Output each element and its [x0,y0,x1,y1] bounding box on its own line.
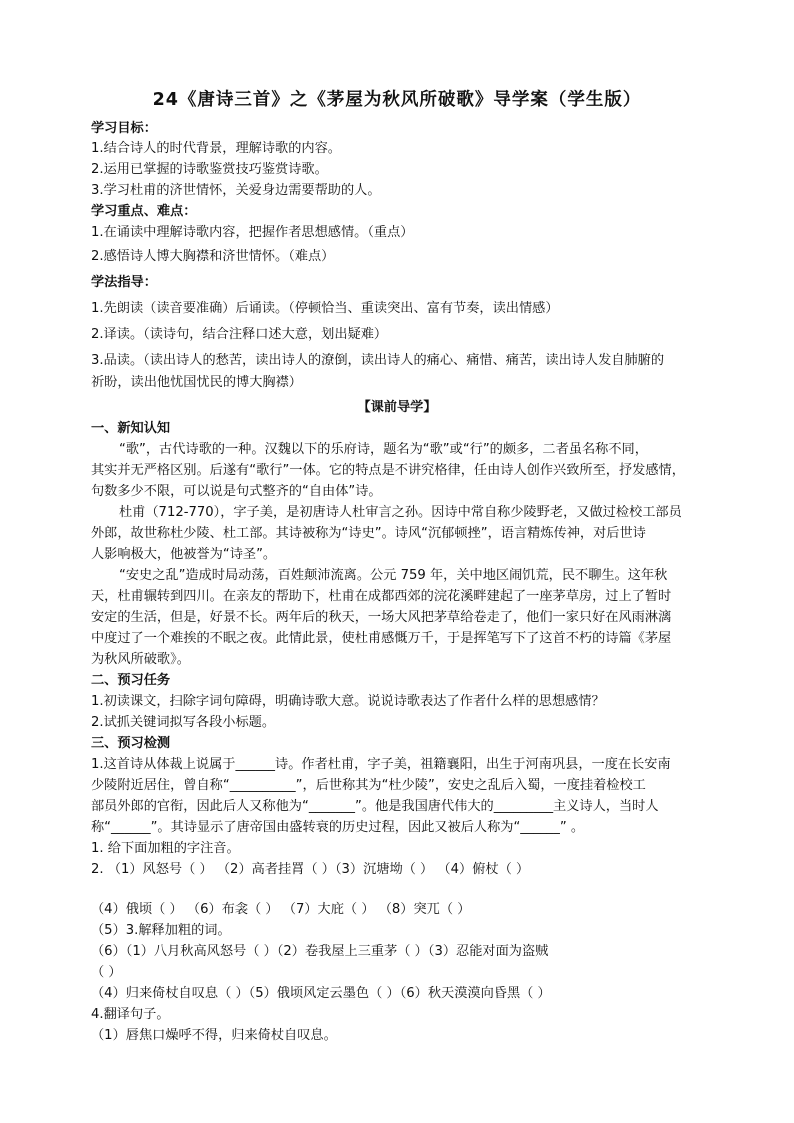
section3-line: 少陵附近居住，曾自称“__________”，后世称其为“杜少陵”，安史之乱后入蜀，一度挂着检校工 [91,778,646,793]
goal-item: 2.运用已掌握的诗歌鉴赏技巧鉴赏诗歌。 [91,162,328,177]
section1-line: 天，杜甫辗转到四川。在亲友的帮助下，杜甫在成都西郊的浣花溪畔建起了一座茅草房，过上了暂时 [91,589,672,604]
section2-heading: 二、预习任务 [91,673,171,688]
section1-line: 其实并无严格区别。后遂有“歌行”一体。它的特点是不讲究格律，任由诗人创作兴致所至，抒发感情， [91,463,685,478]
section2-item: 2.试抓关键词拟写各段小标题。 [91,715,276,730]
method-item: 3.品读。（读出诗人的愁苦，读出诗人的潦倒，读出诗人的痛心、痛惜、痛苦，读出诗人发自肺腑的 [91,353,665,368]
section3-line: （4）俄顷（ ） （6）布衾（ ） （7）大庇（ ） （8）突兀（ ） [91,902,471,917]
section1-line: 为秋风所破歌》。 [91,652,190,667]
method-item: 2.译读。（读诗句，结合注释口述大意，划出疑难） [91,327,388,342]
section3-line: （4）归来倚杖自叹息（ ）（5）俄顷风定云墨色（ ）（6）秋天漠漠向昏黑（ ） [91,986,551,1001]
section3-line: 称“______”。其诗显示了唐帝国由盛转衰的历史过程，因此又被后人称为“______” 。 [91,820,585,835]
section1-line: 句数多少不限，可以说是句式整齐的“自由体”诗。 [91,484,382,499]
section3-line: （ ） [91,965,122,980]
preview-heading: 【课前导学】 [357,400,437,415]
method-heading: 学法指导： [91,275,157,290]
section1-line: 杜甫（712-770），字子美，是初唐诗人杜审言之孙。因诗中常自称少陵野老，又做过检校工部员 [119,505,682,520]
key-points-heading: 学习重点、难点： [91,204,197,219]
section3-line: 2. （1）风怒号（ ） （2）高者挂罥（ ）（3）沉塘坳（ ） （4）俯杖（ ） [91,862,530,877]
goal-item: 1.结合诗人的时代背景，理解诗歌的内容。 [91,141,341,156]
section3-line: 部员外郎的官衔，因此后人又称他为“_______”。他是我国唐代伟大的_________主义诗人，当时人 [91,799,659,814]
goals-heading: 学习目标： [91,121,157,136]
method-item-cont: 祈盼，读出他忧国忧民的博大胸襟） [91,375,302,390]
section1-line: 外郎，故世称杜少陵、杜工部。其诗被称为“诗史”。诗风“沉郁顿挫”，语言精炼传神，对后世诗 [91,526,646,541]
section1-line: “歌”，古代诗歌的一种。汉魏以下的乐府诗，题名为“歌”或“行”的颇多，二者虽名称不同， [119,442,648,457]
page-title: 24《唐诗三首》之《茅屋为秋风所破歌》导学案（学生版） [152,90,642,110]
section1-line: 人影响极大，他被誉为“诗圣”。 [91,547,277,562]
key-point-item: 2.感悟诗人博大胸襟和济世情怀。（难点） [91,249,335,264]
section3-line: （6）（1）八月秋高风怒号（ ）（2）卷我屋上三重茅（ ）（3）忍能对面为盗贼 [91,944,549,959]
goal-item: 3.学习杜甫的济世情怀，关爱身边需要帮助的人。 [91,183,381,198]
section3-line: 1.这首诗从体裁上说属于______诗。作者杜甫，字子美，祖籍襄阳，出生于河南巩县，一度在长安南 [91,757,671,772]
section3-line: 1. 给下面加粗的字注音。 [91,841,240,856]
section1-heading: 一、新知认知 [91,421,171,436]
key-point-item: 1.在诵读中理解诗歌内容，把握作者思想感情。（重点） [91,225,414,240]
section3-line: 4.翻译句子。 [91,1007,170,1022]
section3-line: （1）唇焦口燥呼不得，归来倚杖自叹息。 [91,1028,337,1043]
section1-line: 中度过了一个难挨的不眠之夜。此情此景，使杜甫感慨万千，于是挥笔写下了这首不朽的诗篇《茅屋 [91,631,672,646]
section3-line: （5）3.解释加粗的词。 [91,923,231,938]
section1-line: “安史之乱”造成时局动荡，百姓颠沛流离。公元 759 年，关中地区闹饥荒，民不聊生。这年秋 [119,568,668,583]
section1-line: 安定的生活，但是，好景不长。两年后的秋天，一场大风把茅草给卷走了，他们一家只好在风雨淋漓 [91,610,672,625]
section3-heading: 三、预习检测 [91,736,171,751]
section2-item: 1.初读课文，扫除字词句障碍，明确诗歌大意。说说诗歌表达了作者什么样的思想感情？ [91,694,605,709]
method-item: 1.先朗读（读音要准确）后诵读。（停顿恰当、重读突出、富有节奏，读出情感） [91,301,559,316]
